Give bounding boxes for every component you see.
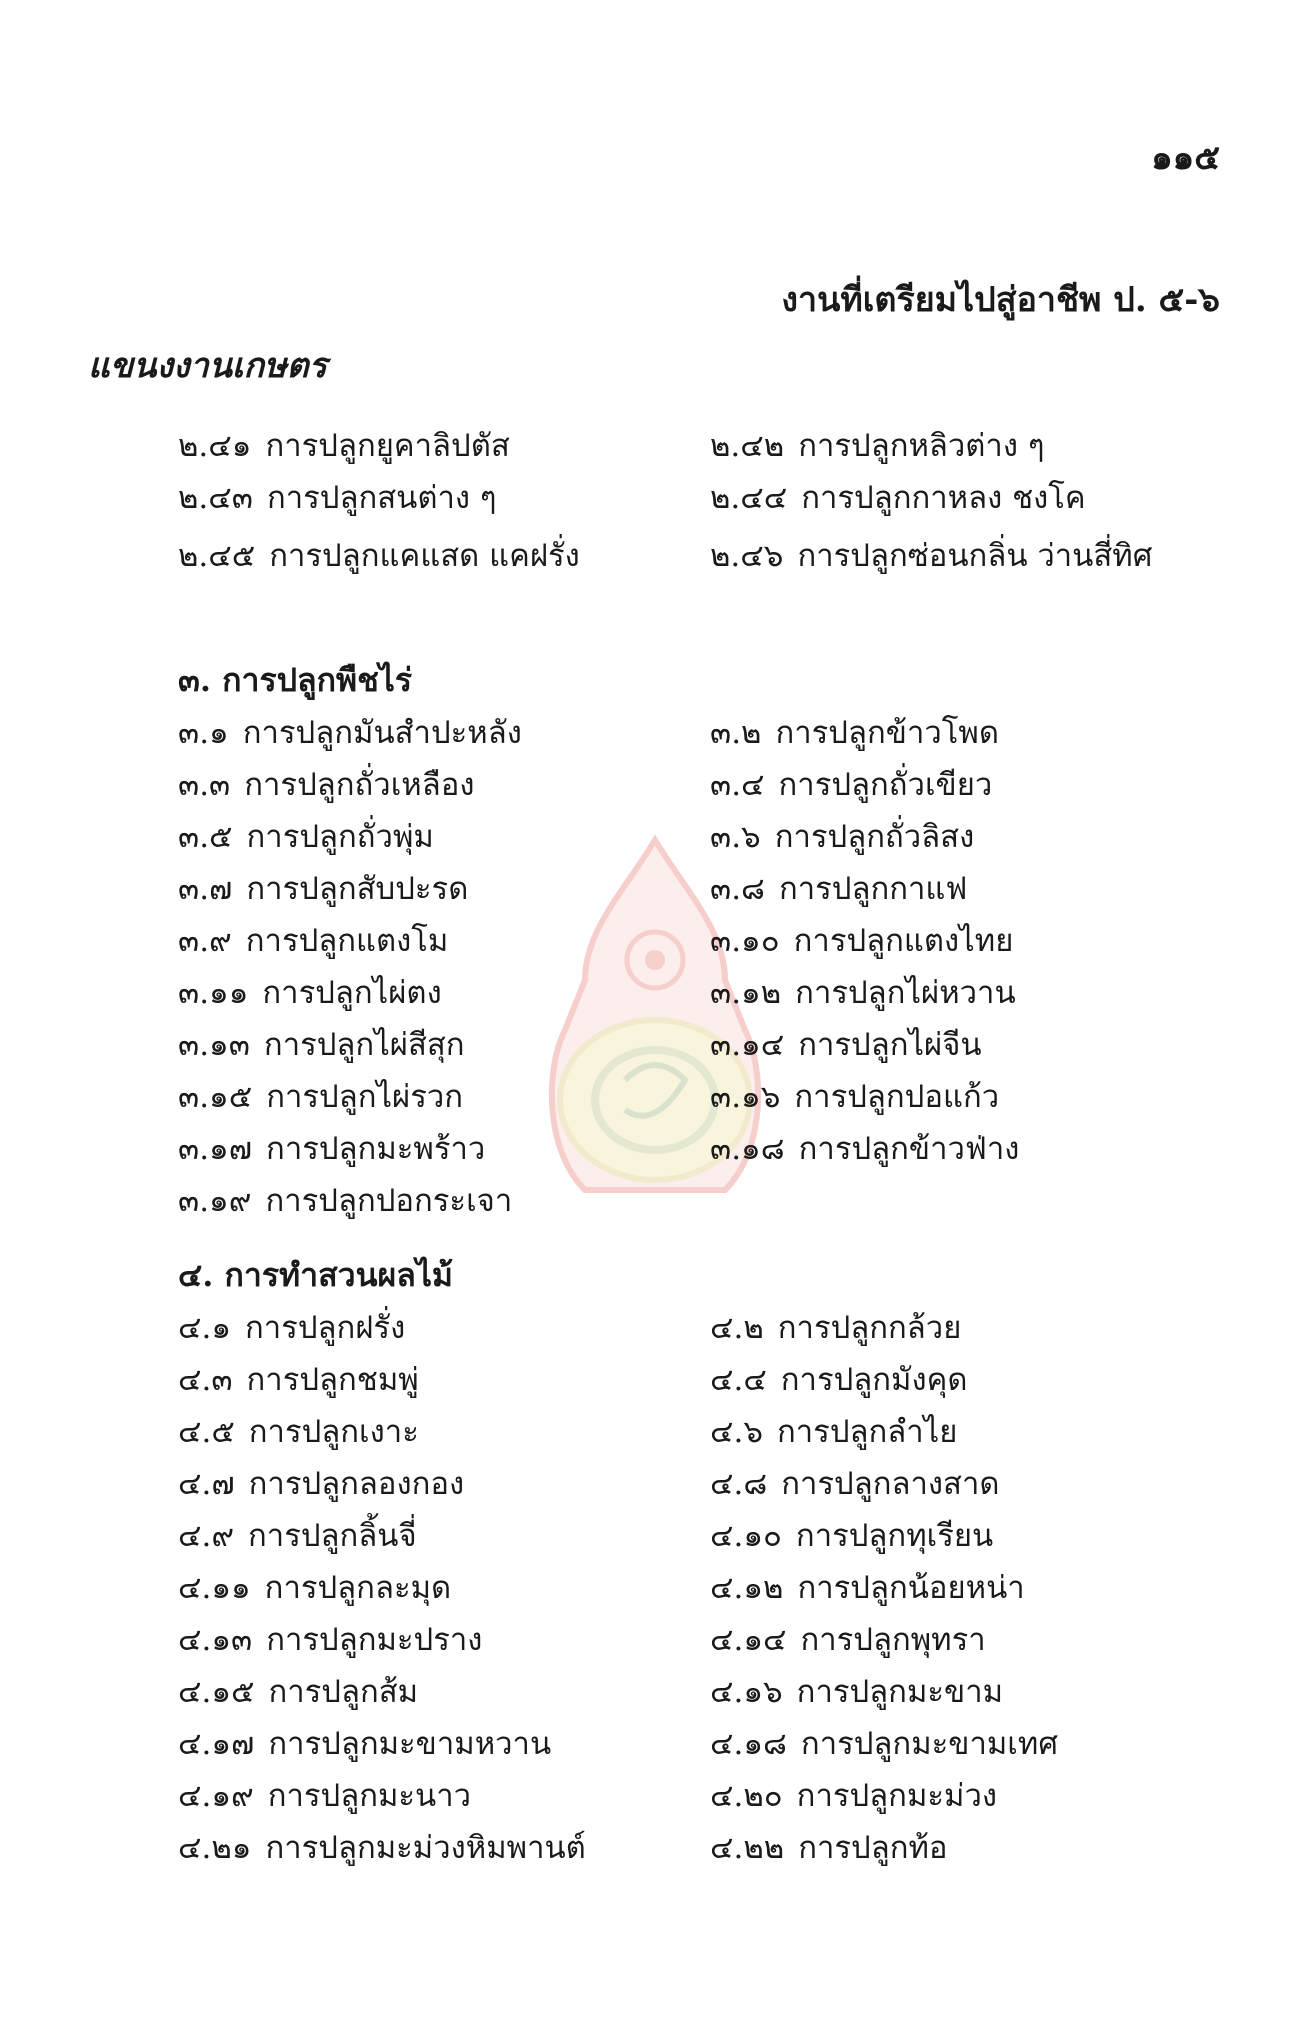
list-item: ๒.๔๖ การปลูกซ่อนกลิ่น ว่านสี่ทิศ xyxy=(710,538,1153,574)
list-item: ๓.๑๙ การปลูกปอกระเจา xyxy=(178,1183,513,1219)
list-item: ๓.๑๑ การปลูกไผ่ตง xyxy=(178,975,442,1011)
list-item: ๓.๑๗ การปลูกมะพร้าว xyxy=(178,1131,486,1167)
list-item: ๔.๑๒ การปลูกน้อยหน่า xyxy=(710,1570,1025,1606)
list-item: ๓.๓ การปลูกถั่วเหลือง xyxy=(178,767,475,803)
list-item: ๒.๔๕ การปลูกแคแสด แคฝรั่ง xyxy=(178,538,580,574)
list-item: ๓.๑๖ การปลูกปอแก้ว xyxy=(710,1079,1000,1115)
list-item: ๔.๙ การปลูกลิ้นจี่ xyxy=(178,1518,417,1554)
list-item: ๔.๑๙ การปลูกมะนาว xyxy=(178,1778,472,1814)
list-item: ๔.๗ การปลูกลองกอง xyxy=(178,1466,465,1502)
list-item: ๓.๙ การปลูกแตงโม xyxy=(178,923,449,959)
section-heading: ๔. การทำสวนผลไม้ xyxy=(178,1256,454,1294)
list-item: ๓.๗ การปลูกสับปะรด xyxy=(178,871,469,907)
document-title: งานที่เตรียมไปสู่อาชีพ ป. ๕-๖ xyxy=(781,280,1220,320)
list-item: ๔.๒ การปลูกกล้วย xyxy=(710,1310,962,1346)
list-item: ๓.๕ การปลูกถั่วพุ่ม xyxy=(178,819,434,855)
list-item: ๔.๔ การปลูกมังคุด xyxy=(710,1362,968,1398)
page-number: ๑๑๕ xyxy=(1151,138,1220,178)
list-item: ๓.๑๒ การปลูกไผ่หวาน xyxy=(710,975,1016,1011)
list-item: ๓.๑๔ การปลูกไผ่จีน xyxy=(710,1027,982,1063)
list-item: ๓.๒ การปลูกข้าวโพด xyxy=(710,715,999,751)
list-item: ๓.๔ การปลูกถั่วเขียว xyxy=(710,767,993,803)
list-item: ๔.๖ การปลูกลำไย xyxy=(710,1414,958,1450)
list-item: ๓.๑๕ การปลูกไผ่รวก xyxy=(178,1079,464,1115)
list-item: ๔.๑๕ การปลูกส้ม xyxy=(178,1674,419,1710)
list-item: ๔.๑๑ การปลูกละมุด xyxy=(178,1570,452,1606)
section-heading: ๓. การปลูกพืชไร่ xyxy=(178,661,413,699)
list-item: ๔.๑๔ การปลูกพุทรา xyxy=(710,1622,986,1658)
list-item: ๓.๑๐ การปลูกแตงไทย xyxy=(710,923,1014,959)
list-item: ๔.๒๐ การปลูกมะม่วง xyxy=(710,1778,998,1814)
list-item: ๔.๑๐ การปลูกทุเรียน xyxy=(710,1518,994,1554)
list-item: ๓.๑๘ การปลูกข้าวฟ่าง xyxy=(710,1131,1020,1167)
list-item: ๒.๔๒ การปลูกหลิวต่าง ๆ xyxy=(710,428,1045,464)
list-item: ๔.๑๖ การปลูกมะขาม xyxy=(710,1674,1004,1710)
list-item: ๔.๕ การปลูกเงาะ xyxy=(178,1414,419,1450)
list-item: ๓.๖ การปลูกถั่วลิสง xyxy=(710,819,975,855)
document-subtitle: แขนงงานเกษตร xyxy=(88,346,327,386)
list-item: ๓.๑ การปลูกมันสำปะหลัง xyxy=(178,715,522,751)
list-item: ๔.๑๓ การปลูกมะปราง xyxy=(178,1622,483,1658)
list-item: ๔.๑ การปลูกฝรั่ง xyxy=(178,1310,406,1346)
list-item: ๔.๑๘ การปลูกมะขามเทศ xyxy=(710,1726,1059,1762)
list-item: ๒.๔๔ การปลูกกาหลง ชงโค xyxy=(710,480,1086,516)
list-item: ๔.๓ การปลูกชมพู่ xyxy=(178,1362,419,1398)
list-item: ๓.๑๓ การปลูกไผ่สีสุก xyxy=(178,1027,465,1063)
list-item: ๔.๑๗ การปลูกมะขามหวาน xyxy=(178,1726,552,1762)
list-item: ๔.๒๒ การปลูกท้อ xyxy=(710,1830,948,1866)
list-item: ๓.๘ การปลูกกาแฟ xyxy=(710,871,968,907)
list-item: ๔.๘ การปลูกลางสาด xyxy=(710,1466,1000,1502)
list-item: ๒.๔๓ การปลูกสนต่าง ๆ xyxy=(178,480,497,516)
list-item: ๔.๒๑ การปลูกมะม่วงหิมพานต์ xyxy=(178,1830,586,1866)
list-item: ๒.๔๑ การปลูกยูคาลิปตัส xyxy=(178,428,510,464)
